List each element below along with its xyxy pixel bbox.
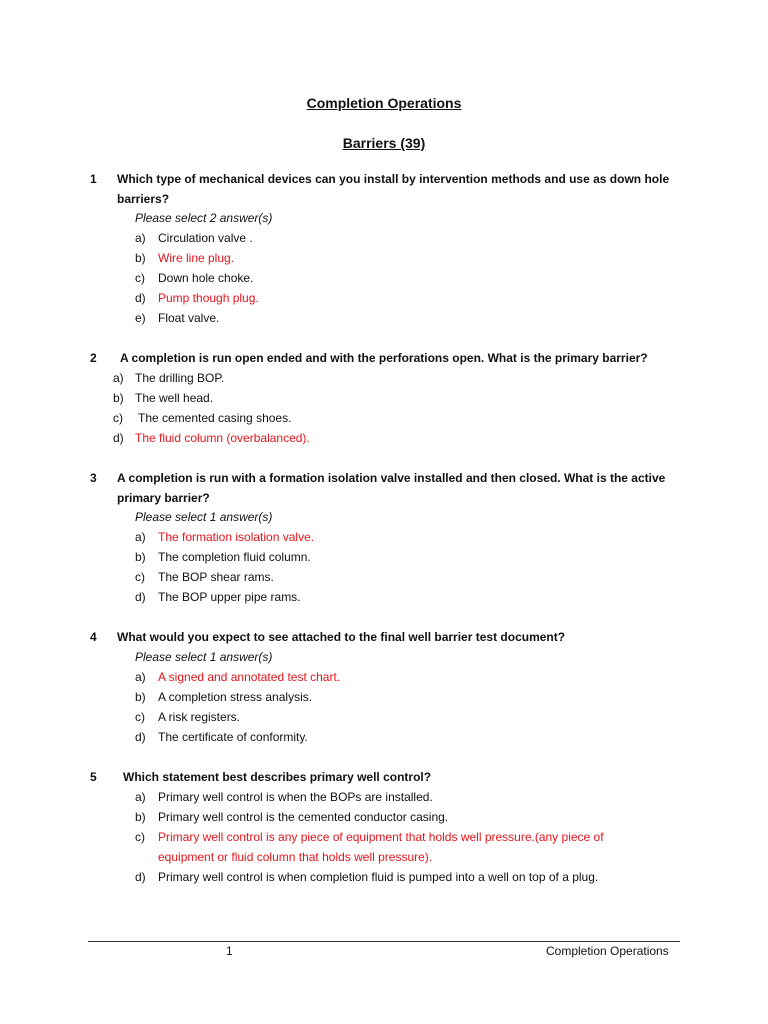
option-letter: b) — [135, 550, 146, 564]
option-text-correct: The formation isolation valve. — [158, 530, 315, 544]
question-text: What would you expect to see attached to the final well barrier test document? — [117, 630, 566, 644]
option-text: Float valve. — [158, 311, 220, 325]
option-letter: b) — [135, 810, 146, 824]
option-text-correct: The fluid column (overbalanced). — [135, 431, 310, 445]
option-text-correct: A signed and annotated test chart. — [158, 670, 341, 684]
question-text: Which statement best describes primary well control? — [123, 770, 432, 784]
question-number: 2 — [90, 351, 97, 365]
option-letter: b) — [113, 391, 124, 405]
option-letter: c) — [113, 411, 123, 425]
option-letter: a) — [135, 790, 146, 804]
option-letter: c) — [135, 271, 145, 285]
option-letter: d) — [135, 870, 146, 884]
document-title: Completion Operations — [306, 95, 462, 111]
option-letter: a) — [113, 371, 124, 385]
question-number: 1 — [90, 172, 97, 186]
option-text: The BOP upper pipe rams. — [158, 590, 301, 604]
question-number: 3 — [90, 471, 97, 485]
option-letter: d) — [113, 431, 124, 445]
section-heading: Barriers (39) — [342, 135, 426, 151]
option-letter: a) — [135, 231, 146, 245]
question-instruction: Please select 1 answer(s) — [135, 650, 273, 664]
option-text-correct: Primary well control is any piece of equipment that holds well pressure.(any piece of equipment or fluid column that holds well pressure). — [158, 830, 604, 864]
option-text: Primary well control is the cemented conductor casing. — [158, 810, 449, 824]
option-text: A completion stress analysis. — [158, 690, 313, 704]
option-text: Down hole choke. — [158, 271, 254, 285]
option-text: The well head. — [135, 391, 214, 405]
option-letter: a) — [135, 670, 146, 684]
footer-title: Completion Operations — [546, 944, 669, 958]
question-number: 4 — [90, 630, 97, 644]
option-letter: c) — [135, 570, 145, 584]
page-number: 1 — [226, 944, 233, 958]
question-text: A completion is run with a formation isolation valve installed and then closed. What is the active primary barrier? — [117, 471, 666, 505]
question-text: Which type of mechanical devices can you install by intervention methods and use as down hole barriers? — [117, 172, 670, 206]
option-text: Circulation valve . — [158, 231, 253, 245]
option-letter: d) — [135, 291, 146, 305]
option-letter: a) — [135, 530, 146, 544]
option-text: The cemented casing shoes. — [138, 411, 292, 425]
option-letter: b) — [135, 690, 146, 704]
option-text: Primary well control is when the BOPs are installed. — [158, 790, 433, 804]
option-letter: b) — [135, 251, 146, 265]
option-text: The completion fluid column. — [158, 550, 311, 564]
option-text-correct: Wire line plug. — [158, 251, 235, 265]
option-letter: d) — [135, 730, 146, 744]
option-text: The certificate of conformity. — [158, 730, 308, 744]
question-instruction: Please select 2 answer(s) — [135, 211, 273, 225]
option-text: The BOP shear rams. — [158, 570, 274, 584]
option-letter: c) — [135, 830, 145, 844]
option-text-correct: Pump though plug. — [158, 291, 259, 305]
question-number: 5 — [90, 770, 97, 784]
option-letter: e) — [135, 311, 146, 325]
footer-divider — [88, 941, 680, 942]
question-text: A completion is run open ended and with the perforations open. What is the primary barrier? — [120, 351, 648, 365]
option-text: The drilling BOP. — [135, 371, 225, 385]
option-letter: c) — [135, 710, 145, 724]
option-text: Primary well control is when completion fluid is pumped into a well on top of a plug. — [158, 870, 599, 884]
question-instruction: Please select 1 answer(s) — [135, 510, 273, 524]
option-text: A risk registers. — [158, 710, 241, 724]
option-letter: d) — [135, 590, 146, 604]
